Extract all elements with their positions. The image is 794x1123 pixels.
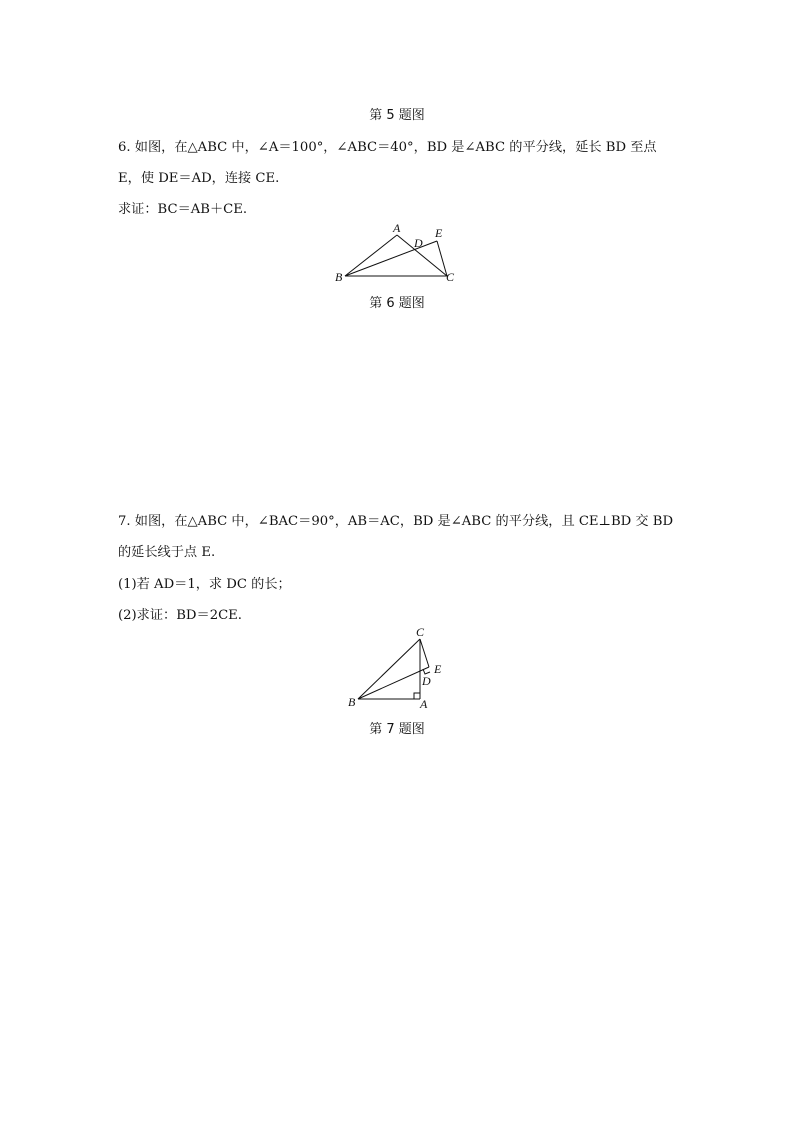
label-a: A	[393, 221, 401, 235]
q6-text-line2: E，使 DE＝AD，连接 CE.	[118, 171, 280, 186]
figure-caption-q6: 第 6 题图	[369, 296, 425, 311]
q7-triangle-figure	[340, 622, 450, 712]
q6-text-line1: 6. 如图，在△ABC 中，∠A＝100°，∠ABC＝40°，BD 是∠ABC 的平分线，延长 BD 至点	[118, 140, 657, 155]
label-a: A	[420, 697, 428, 711]
figure-caption-q7: 第 7 题图	[369, 722, 425, 737]
q6-triangle-figure	[330, 220, 470, 288]
segment-be	[345, 241, 437, 276]
label-e: E	[435, 226, 443, 240]
label-c: C	[446, 270, 455, 284]
figure-caption-q5: 第 5 题图	[369, 108, 425, 123]
segment-be	[358, 667, 429, 699]
label-b: B	[348, 695, 356, 709]
segment-ce	[420, 639, 429, 667]
segment-bc	[358, 639, 420, 699]
label-e: E	[434, 662, 442, 676]
label-c: C	[416, 625, 425, 639]
label-d: D	[414, 236, 423, 250]
label-d: D	[422, 674, 431, 688]
q7-text-line3: (1)若 AD＝1，求 DC 的长；	[118, 577, 291, 592]
q7-text-line1: 7. 如图，在△ABC 中，∠BAC＝90°，AB＝AC，BD 是∠ABC 的平分线，且 CE⊥BD 交 BD	[118, 514, 674, 529]
q6-text-line3: 求证：BC＝AB＋CE.	[118, 202, 248, 217]
label-b: B	[335, 270, 343, 284]
segment-ab	[345, 235, 397, 276]
q7-text-line2: 的延长线于点 E.	[118, 545, 216, 560]
q7-text-line4: (2)求证：BD＝2CE.	[118, 608, 242, 623]
